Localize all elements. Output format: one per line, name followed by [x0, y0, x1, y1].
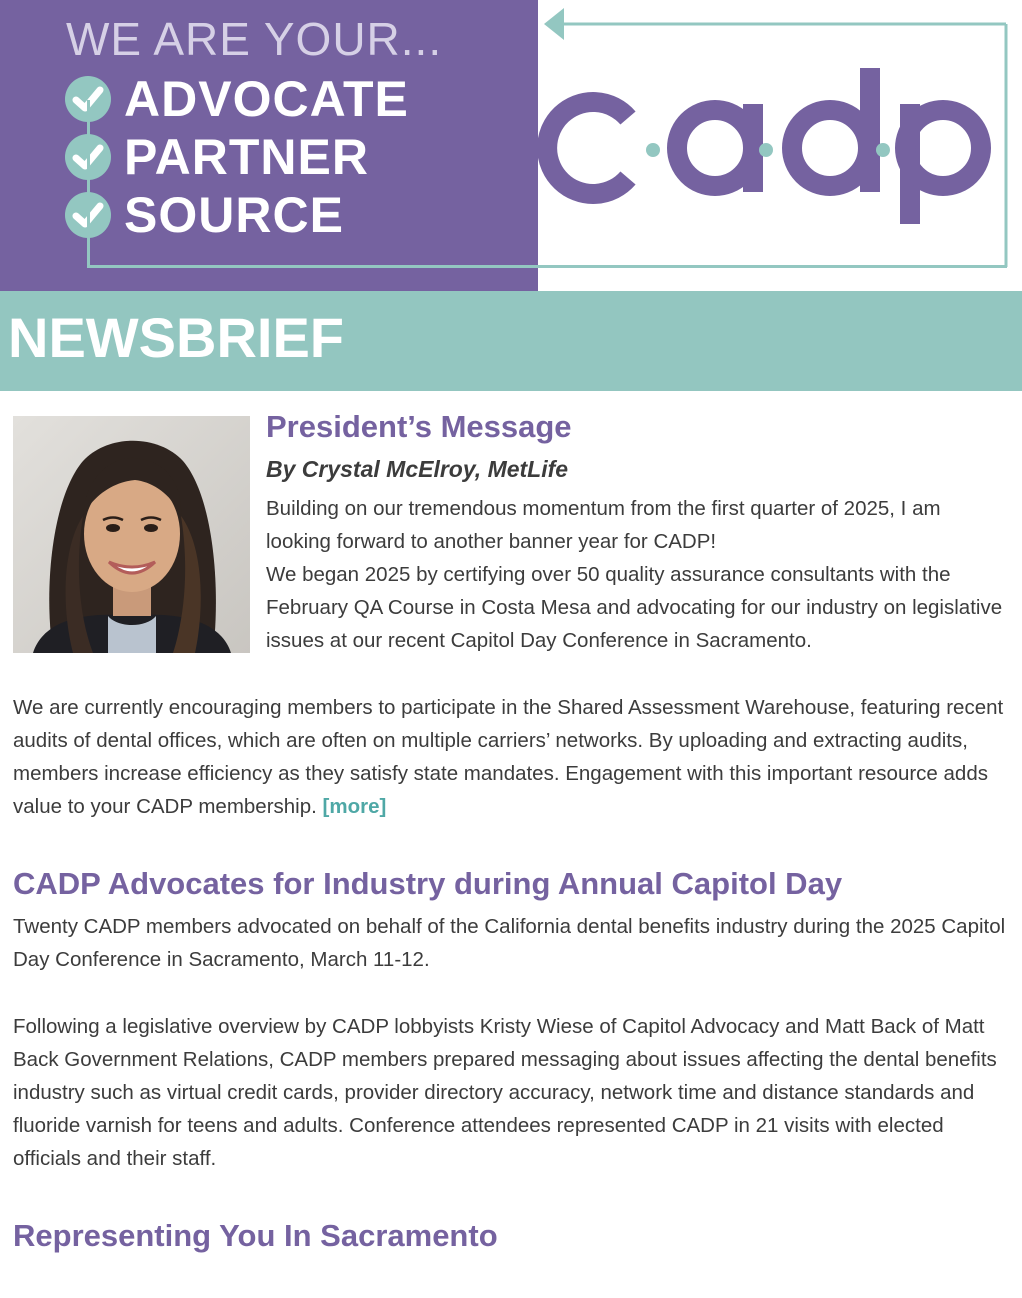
newsbrief-title: NEWSBRIEF [8, 306, 344, 369]
portrait-photo-icon [13, 416, 250, 653]
capitol-day-paragraph-2: Following a legislative overview by CADP lobbyists Kristy Wiese of Capitol Advocacy and Matt Back of Matt Back Government Relations, CADP members prepared messaging about issues affecting the dental benefits industry such as virtual credit cards, provider directory accuracy, network time and distance standards and fluoride varnish for teens and adults. Conference attendees represented CADP in 21 visits with elected officials and their staff. [13, 1015, 997, 1170]
presidents-message-paragraph-1: Building on our tremendous momentum from the first quarter of 2025, I am looking forward to another banner year for CADP! [266, 497, 941, 553]
role-label: SOURCE [124, 187, 344, 243]
frame-bottom-line [87, 265, 1007, 268]
connector-line [87, 100, 90, 268]
role-source [64, 187, 344, 243]
president-photo [13, 416, 250, 653]
header-logo-panel [538, 0, 1022, 291]
cadp-logo-icon [538, 0, 1022, 291]
tagline: WE ARE YOUR... [66, 13, 443, 65]
paragraph-text: We are currently encouraging members to participate in the Shared Assessment Warehouse, featuring recent audits of dental offices, which are often on multiple carriers’ networks. By uploading and extracting audits, members increase efficiency as they satisfy state mandates. Engagement with this important resource adds value to your CADP membership. [13, 696, 1004, 818]
newsbrief-banner [0, 291, 1022, 391]
header-purple-panel [0, 0, 538, 291]
more-link[interactable]: [more] [322, 795, 387, 818]
role-label: ADVOCATE [124, 71, 409, 127]
role-partner [64, 129, 369, 185]
capitol-day-paragraph-1: Twenty CADP members advocated on behalf of the California dental benefits industry during the 2025 Capitol Day Conference in Sacramento, March 11-12. [13, 915, 1006, 971]
presidents-message-title: President’s Message [266, 409, 572, 444]
header-banner [0, 0, 1022, 291]
capitol-day-title: CADP Advocates for Industry during Annual Capitol Day [13, 866, 843, 901]
role-advocate [64, 71, 409, 127]
presidents-message-paragraph-2: We began 2025 by certifying over 50 quality assurance consultants with the February QA Course in Costa Mesa and advocating for our industry on legislative issues at our recent Capitol Day Conference in Sacramento. [266, 563, 1003, 652]
presidents-message-paragraph-3 [13, 691, 1013, 823]
presidents-message-byline: By Crystal McElroy, MetLife [266, 456, 569, 482]
role-label: PARTNER [124, 129, 369, 185]
sacramento-title: Representing You In Sacramento [13, 1218, 498, 1253]
